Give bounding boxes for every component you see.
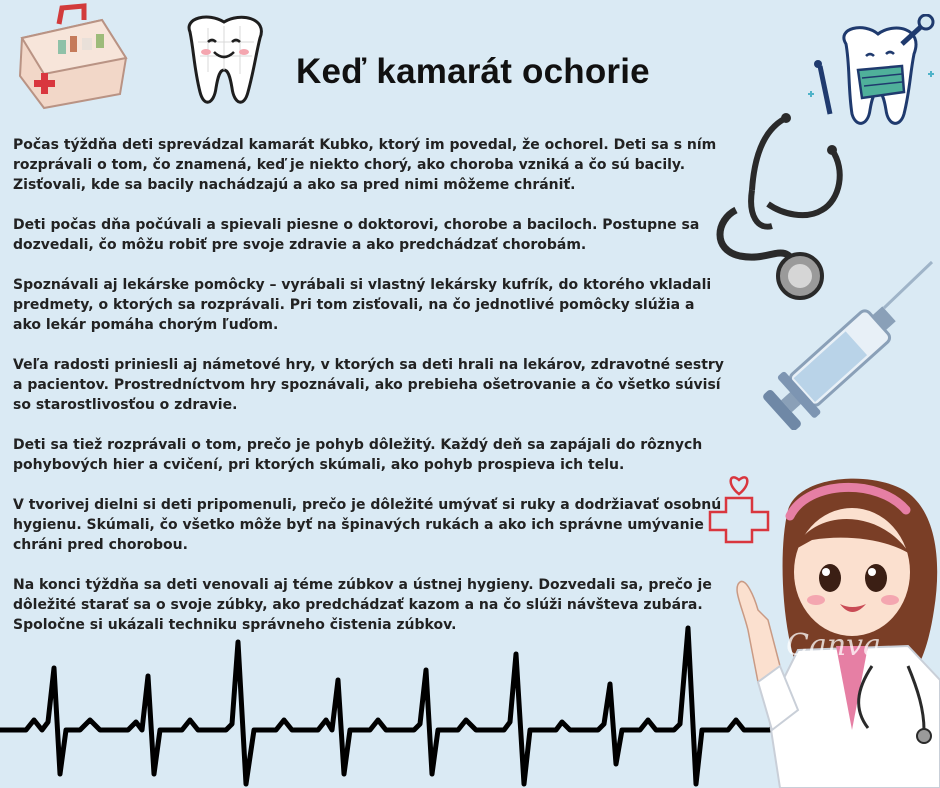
- canva-watermark: Canva: [786, 628, 881, 663]
- first-aid-kit-icon: [14, 2, 132, 110]
- paragraph-zubky: Na konci týždňa sa deti venovali aj téme zúbkov a ústnej hygieny. Dozvedali sa, prečo je dôležité starať sa o svoje zúbky, ako predchádzať kazom a na čo slúži návšteva zubára. Spoločne si ukázali techniku správneho čistenia zúbkov.: [13, 577, 712, 633]
- paragraph-kamarat-kubko: Počas týždňa deti sprevádzal kamarát Kubko, ktorý im povedal, že ochorel. Deti sa s ním rozprávali o tom, čo znamená, keď je niekto chorý, ako choroba vzniká a čo sú bacily. Zisťovali, kde sa bacily nachádzajú a ako sa pred nimi môžeme chrániť.: [13, 137, 717, 193]
- article-body: [13, 135, 725, 655]
- paragraph-piesne: Deti počas dňa počúvali a spievali piesne o doktorovi, chorobe a baciloch. Postupne sa dozvedali, čo môžu robiť pre svoje zdravie a ako predchádzať chorobám.: [13, 217, 700, 253]
- paragraph-nametove-hry: Veľa radosti priniesli aj námetové hry, v ktorých sa deti hrali na lekárov, zdravotné sestry a pacientov. Prostredníctvom hry spoznávali, ako prebieha ošetrovanie a čo všetko súvisí so starostlivosťou o zdravie.: [13, 357, 724, 413]
- paragraph-lekarske-pomocky: Spoznávali aj lekárske pomôcky – vyrábali si vlastný lekársky kufrík, do ktorého vkladali predmety, o ktorých sa rozprávali. Pri tom zisťovali, na čo jednotlivé pomôcky slúžia a ako lekár pomáha chorým ľuďom.: [13, 277, 712, 333]
- smiling-tooth-icon: [178, 12, 272, 112]
- paragraph-hygiena: V tvorivej dielni si deti pripomenuli, prečo je dôležité umývať si ruky a dodržiavať osobnú hygienu. Skúmali, čo všetko môže byť na špinavých rukách a ako ich správne umývanie chráni pred chorobou.: [13, 497, 722, 553]
- syringe-icon: [760, 258, 940, 430]
- page-title: Keď kamarát ochorie: [296, 52, 650, 91]
- paragraph-pohyb: Deti sa tiež rozprávali o tom, prečo je pohyb dôležitý. Každý deň sa zapájali do rôznych pohybových hier a cvičení, pri ktorých skúmali, ako pohyb prospieva ich telu.: [13, 437, 703, 473]
